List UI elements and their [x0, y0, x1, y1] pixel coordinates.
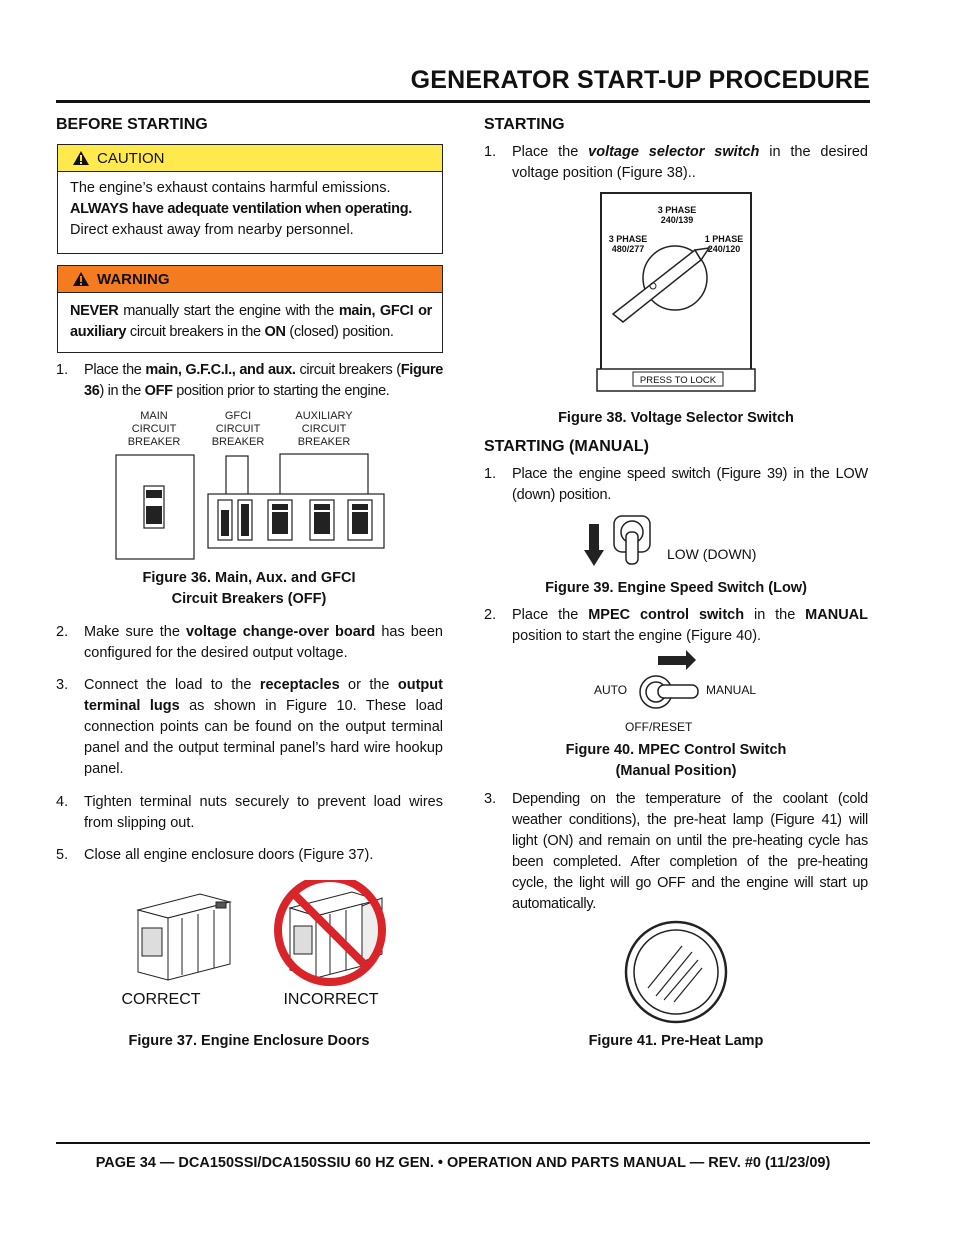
- caution-box: [57, 144, 443, 254]
- fig38-top1: 3 PHASE: [657, 205, 697, 215]
- caution-label: CAUTION: [97, 149, 165, 167]
- warning-t4: circuit breakers in the: [126, 324, 265, 340]
- fig38-left1: 3 PHASE: [608, 234, 648, 244]
- s3b: receptacles: [259, 677, 340, 693]
- fig38-left2: 480/277: [611, 244, 645, 254]
- fig40-caption: [484, 740, 868, 782]
- fig41-caption: Figure 41. Pre-Heat Lamp: [588, 1033, 764, 1049]
- step-1-num: 1.: [56, 362, 69, 378]
- fig40-auto-label: AUTO: [594, 683, 628, 697]
- right-arrow-icon: [686, 650, 696, 670]
- s2a: Make sure the: [84, 624, 186, 640]
- fig36-label-main: [118, 410, 190, 449]
- s1c: circuit breakers (: [295, 362, 401, 378]
- step-4-num: 4.: [56, 794, 69, 810]
- down-arrow-icon: [584, 550, 604, 566]
- caution-text: [58, 172, 442, 241]
- m-step-1-text: Place the engine speed switch (Figure 39) in the LOW (down) position.: [512, 466, 868, 503]
- warning-never: NEVER: [70, 303, 119, 319]
- fig37-caption: Figure 37. Engine Enclosure Doors: [128, 1033, 370, 1049]
- s3d: output terminal lugs: [84, 677, 443, 714]
- warning-t2: manually start the engine with the: [118, 303, 339, 319]
- s3e: as shown in Figure 10. These load connection points can be found on the output terminal panel and the output terminal panel’s hard wire hookup panel.: [84, 698, 443, 777]
- fig38-left-label: [604, 234, 652, 254]
- warning-triangle-icon: [72, 150, 90, 166]
- fig38-top2: 240/139: [660, 215, 694, 225]
- r1c: in the desired voltage position (Figure 38)..: [512, 144, 868, 181]
- warning-header: [58, 266, 442, 293]
- fig36-label-gfci: [202, 410, 274, 449]
- fig36-aux-l2: CIRCUIT: [301, 423, 347, 435]
- step-3-text: [84, 675, 443, 780]
- starting-title: STARTING: [484, 116, 565, 133]
- starting-manual-title: STARTING (MANUAL): [484, 438, 650, 455]
- circuit-breakers-figure: [110, 450, 390, 565]
- fig36-gfci-l3: BREAKER: [211, 436, 265, 448]
- m-step-3-text: Depending on the temperature of the coolant (cold weather conditions), the pre-heat lamp (Figure 41) will light (ON) and remain on until the pre-heating cycle has been completed. After completion of the pre-heating cycle, the light will go OFF and the engine will start up automatically.: [512, 791, 868, 912]
- before-starting-title: BEFORE STARTING: [56, 116, 208, 133]
- step-3-num: 3.: [56, 677, 69, 693]
- m-step-2-num: 2.: [484, 607, 497, 623]
- fig36-main-l3: BREAKER: [127, 436, 181, 448]
- step-4-text: Tighten terminal nuts securely to prevent load wires from slipping out.: [84, 794, 443, 831]
- s3c: or the: [339, 677, 398, 693]
- r1a: Place the: [512, 144, 589, 160]
- caution-line-1: The engine’s exhaust contains harmful emissions.: [70, 180, 391, 196]
- s1f: OFF: [144, 383, 173, 399]
- m2b: MPEC control switch: [588, 607, 745, 623]
- s2c: has been configured for the desired output voltage.: [84, 624, 443, 661]
- s1g: position prior to starting the engine.: [172, 383, 390, 399]
- m2e: position to start the engine (Figure 40).: [512, 628, 762, 644]
- r-step-1-text: [512, 142, 868, 184]
- caution-header: [58, 145, 442, 172]
- fig36-main-l2: CIRCUIT: [131, 423, 177, 435]
- fig39-low-label: LOW (DOWN): [667, 546, 757, 562]
- fig40-manual-label: MANUAL: [706, 683, 757, 697]
- fig36-caption-2: Circuit Breakers (OFF): [171, 591, 327, 607]
- step-5-num: 5.: [56, 847, 69, 863]
- preheat-lamp-figure: [620, 918, 732, 1026]
- warning-t3: main, GFCI or auxiliary: [70, 303, 432, 340]
- fig39-caption: Figure 39. Engine Speed Switch (Low): [545, 580, 807, 596]
- fig36-caption: [56, 568, 442, 610]
- warning-text: [58, 293, 442, 343]
- fig40-off-label: OFF/RESET: [625, 720, 693, 734]
- step-5-text: Close all engine enclosure doors (Figure 37).: [84, 847, 374, 863]
- fig38-right-label: [700, 234, 748, 254]
- step-2-num: 2.: [56, 624, 69, 640]
- m-step-2-text: [512, 605, 868, 647]
- fig37-correct-label: CORRECT: [121, 991, 201, 1008]
- page-title: GENERATOR START-UP PROCEDURE: [410, 66, 870, 94]
- footer-rule: [56, 1142, 870, 1144]
- fig38-right2: 240/120: [707, 244, 741, 254]
- warning-triangle-icon: [72, 271, 90, 287]
- s2b: voltage change-over board: [185, 624, 376, 640]
- s1d: Figure 36: [84, 362, 443, 399]
- caution-line-2: ALWAYS have adequate ventilation when operating.: [70, 201, 412, 217]
- fig38-press-label: PRESS TO LOCK: [639, 375, 717, 386]
- generator-closed: [138, 894, 230, 980]
- s1e: ) in the: [99, 383, 145, 399]
- fig36-aux-l1: AUXILIARY: [295, 410, 353, 422]
- engine-speed-switch-figure: [582, 510, 666, 572]
- fig36-label-aux: [283, 410, 365, 449]
- m2c: in the: [744, 607, 806, 623]
- s1a: Place the: [84, 362, 146, 378]
- warning-box: [57, 265, 443, 353]
- s3a: Connect the load to the: [84, 677, 260, 693]
- warning-t6: (closed) position.: [285, 324, 394, 340]
- fig40-caption-2: (Manual Position): [615, 763, 737, 779]
- fig36-caption-1: Figure 36. Main, Aux. and GFCI: [142, 570, 356, 586]
- fig38-top-label: [595, 205, 759, 225]
- fig38-right1: 1 PHASE: [704, 234, 744, 244]
- step-2-text: [84, 622, 443, 664]
- m-step-3-num: 3.: [484, 791, 497, 807]
- s1b: main, G.F.C.I., and aux.: [145, 362, 296, 378]
- fig37-incorrect-label: INCORRECT: [283, 991, 379, 1008]
- fig36-gfci-l2: CIRCUIT: [215, 423, 261, 435]
- m-step-1-num: 1.: [484, 466, 497, 482]
- fig40-caption-1: Figure 40. MPEC Control Switch: [565, 742, 787, 758]
- warning-label: WARNING: [97, 270, 170, 288]
- fig36-aux-l3: BREAKER: [297, 436, 351, 448]
- page-footer: PAGE 34 — DCA150SSI/DCA150SSIU 60 HZ GEN. • OPERATION AND PARTS MANUAL — REV. #0 (11/23/09): [95, 1155, 831, 1171]
- m2d: MANUAL: [805, 607, 868, 623]
- r-step-1-num: 1.: [484, 144, 497, 160]
- enclosure-doors-figure: [130, 880, 400, 990]
- fig38-caption: Figure 38. Voltage Selector Switch: [558, 410, 794, 426]
- m2a: Place the: [512, 607, 589, 623]
- r1b: voltage selector switch: [588, 144, 760, 160]
- mpec-control-switch-figure: [636, 650, 706, 720]
- warning-on: ON: [264, 324, 286, 340]
- caution-line-3: Direct exhaust away from nearby personnel.: [70, 222, 354, 238]
- step-1-text: [84, 360, 443, 402]
- header-rule: [56, 100, 870, 103]
- fig36-gfci-l1: GFCI: [224, 410, 252, 422]
- fig36-main-l1: MAIN: [140, 410, 168, 422]
